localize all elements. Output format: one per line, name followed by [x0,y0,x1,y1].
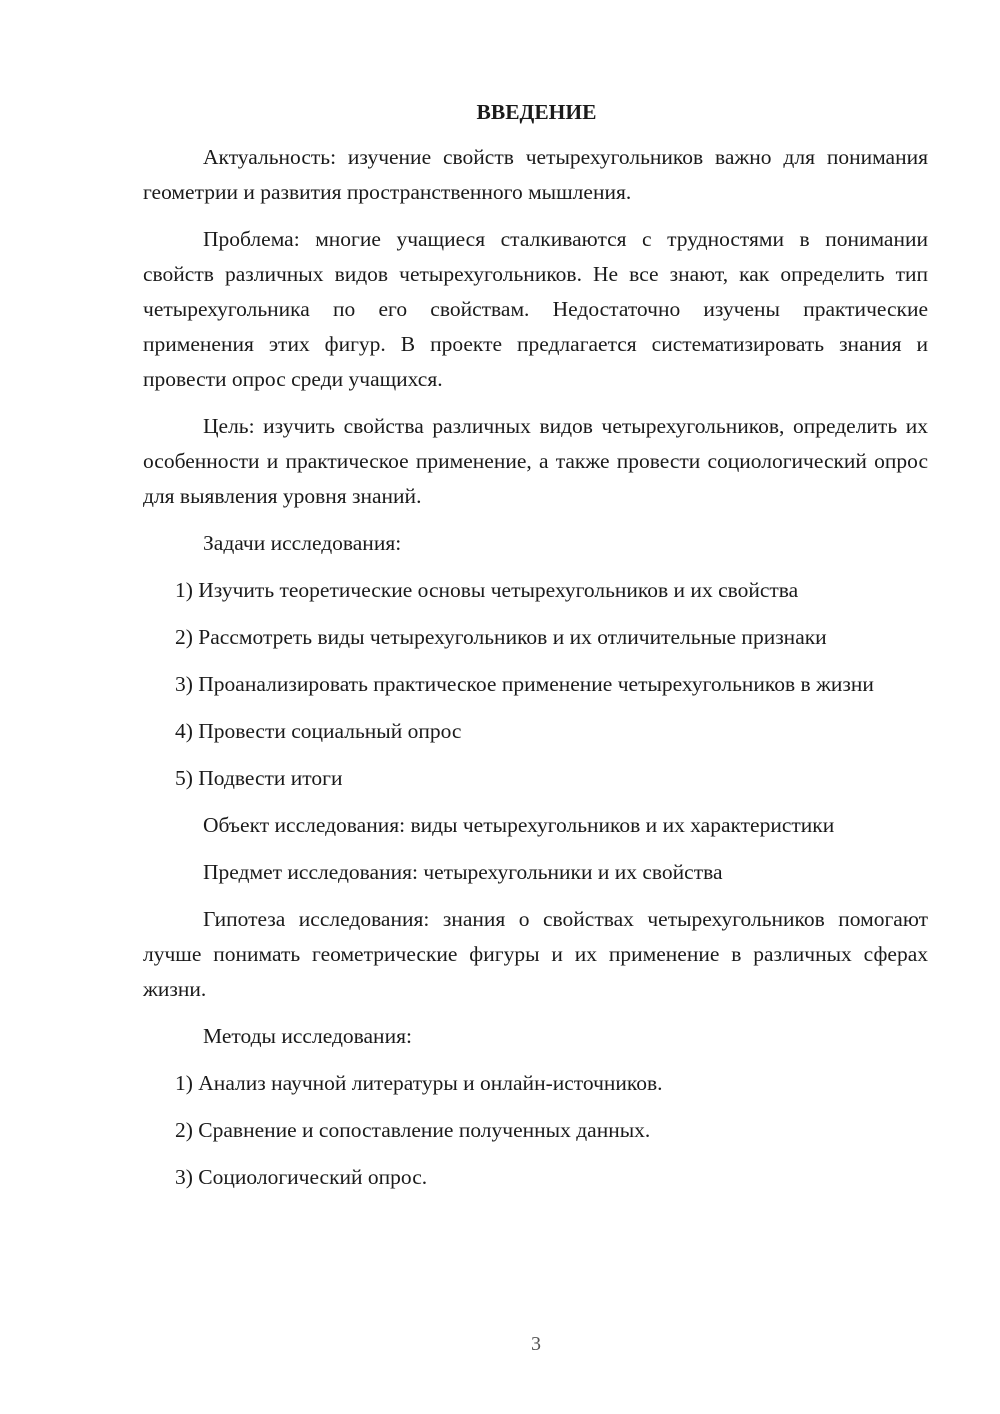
method-item-1: 1) Анализ научной литературы и онлайн-источников. [175,1071,663,1095]
goal-paragraph: Цель: изучить свойства различных видов четырехугольников, определить их особенности и практическое применение, а также провести социологический опрос для выявления уровня знаний. [143,414,928,508]
hypothesis-paragraph: Гипотеза исследования: знания о свойствах четырехугольников помогают лучше понимать геометрические фигуры и их применение в различных сферах жизни. [143,907,928,1001]
object-paragraph: Объект исследования: виды четырехугольников и их характеристики [203,813,835,837]
relevance-paragraph: Актуальность: изучение свойств четырехугольников важно для понимания геометрии и развития пространственного мышления. [143,145,928,204]
problem-paragraph: Проблема: многие учащиеся сталкиваются с трудностями в понимании свойств различных видов четырехугольников. Не все знают, как определить тип четырехугольника по его свойствам. Недостаточно изучены практические применения этих фигур. В проекте предлагается систематизировать знания и провести опрос среди учащихся. [143,227,928,391]
tasks-title: Задачи исследования: [203,531,402,555]
task-item-2: 2) Рассмотреть виды четырехугольников и их отличительные признаки [175,625,827,649]
task-item-3: 3) Проанализировать практическое применение четырехугольников в жизни [175,672,874,696]
methods-title: Методы исследования: [203,1024,412,1048]
method-item-3: 3) Социологический опрос. [175,1165,428,1189]
task-item-1: 1) Изучить теоретические основы четырехугольников и их свойства [175,578,799,602]
section-heading: ВВЕДЕНИЕ [476,100,597,124]
task-item-5: 5) Подвести итоги [175,766,343,790]
subject-paragraph: Предмет исследования: четырехугольники и их свойства [203,860,723,884]
page-content [143,95,928,1207]
page-number: 3 [531,1333,541,1355]
method-item-2: 2) Сравнение и сопоставление полученных данных. [175,1118,651,1142]
task-item-4: 4) Провести социальный опрос [175,719,462,743]
